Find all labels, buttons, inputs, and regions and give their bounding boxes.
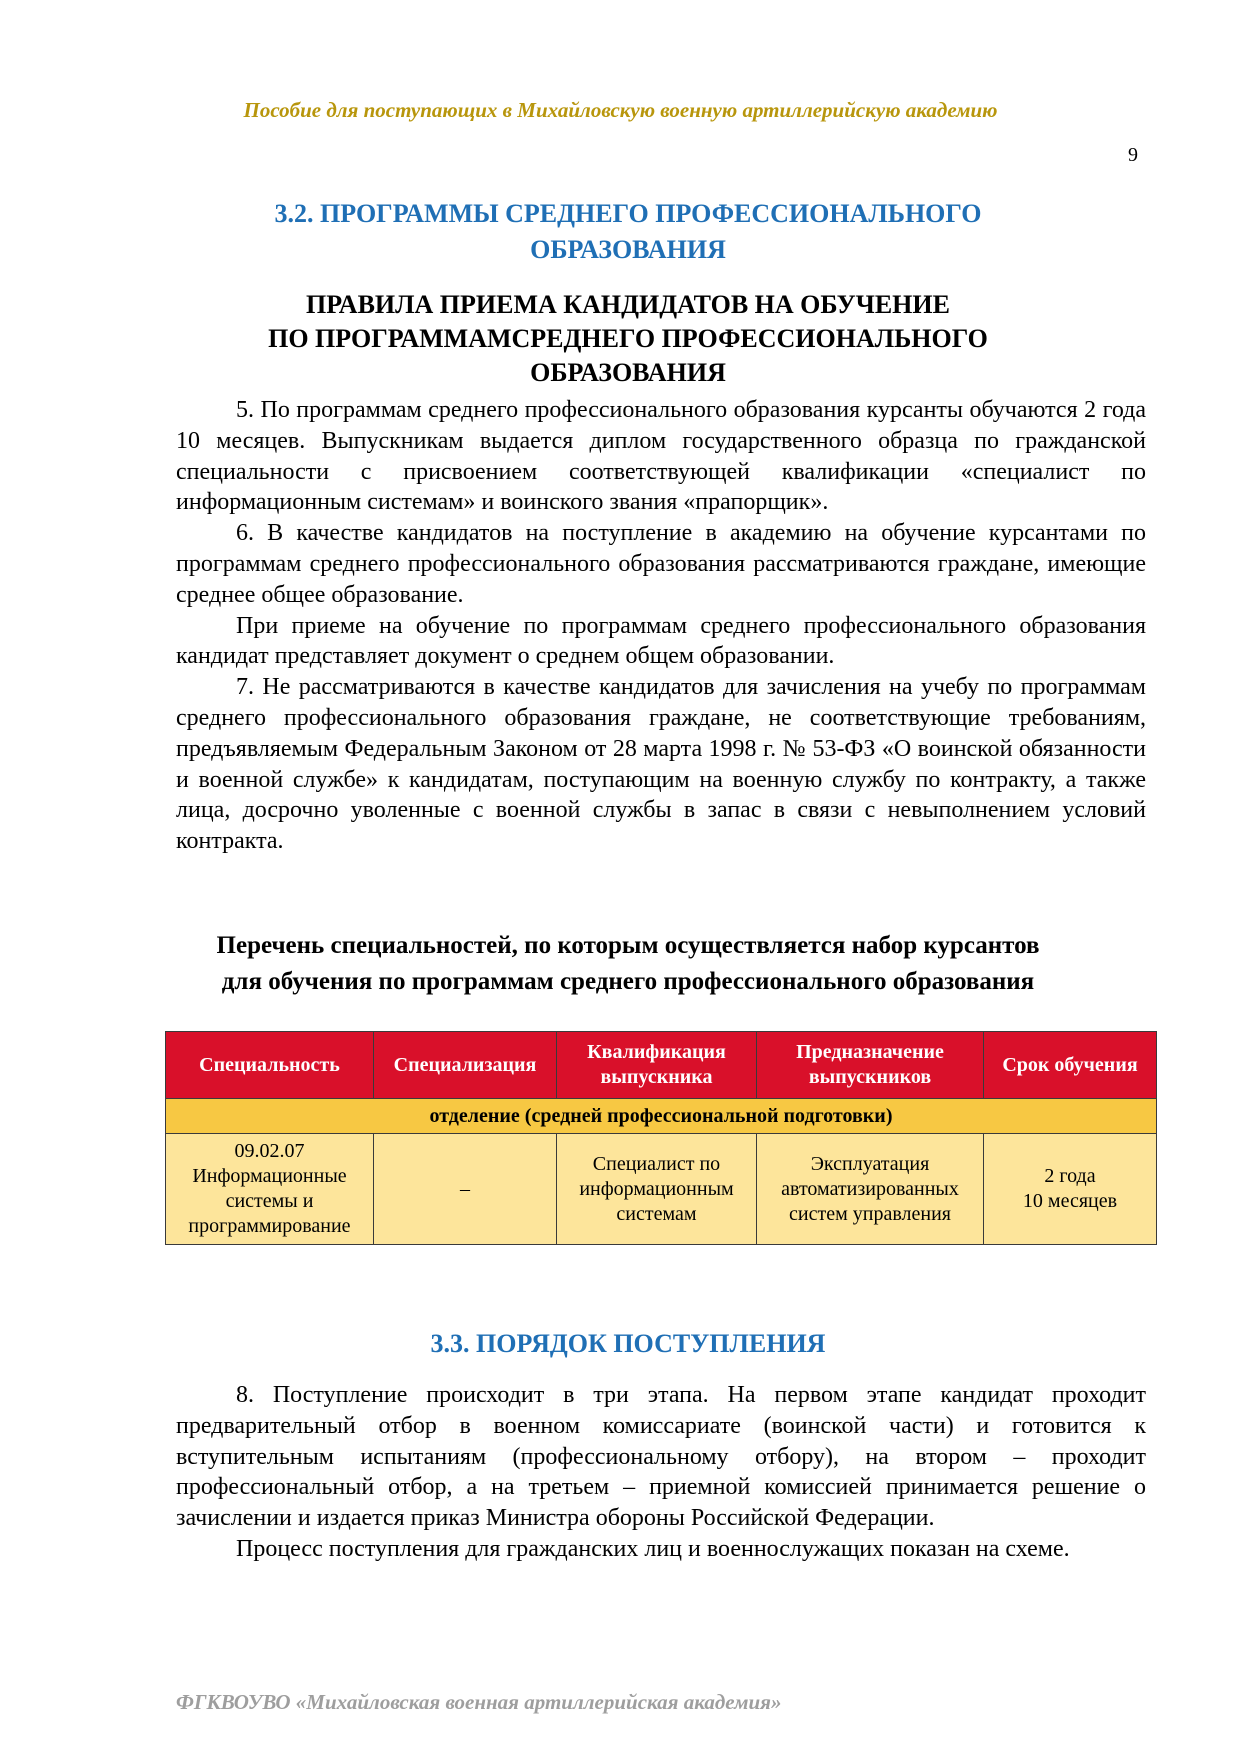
specialties-title-line1: Перечень специальностей, по которым осуществляется набор курсантов: [216, 932, 1040, 959]
running-header: Пособие для поступающих в Михайловскую военную артиллерийскую академию: [243, 98, 998, 122]
section-3-2-heading: [176, 196, 1080, 268]
header-term: Срок обучения: [984, 1032, 1157, 1099]
paragraph-6: 6. В качестве кандидатов на поступление в академию на обучение курсантами по программам среднего профессионального образования рассматриваются граждане, имеющие среднее общее образование.: [176, 520, 1146, 608]
header-specialty: Специальность: [166, 1032, 374, 1099]
rules-heading-line3: ОБРАЗОВАНИЯ: [530, 358, 726, 387]
paragraph-5: 5. По программам среднего профессионального образования курсанты обучаются 2 года 10 месяцев. Выпускникам выдается диплом государственного образца по гражданской специальности с присвоением соответствующей квалификации «специалист по информационным системам» и воинского звания «прапорщик».: [176, 397, 1146, 516]
header-qualification: Квалификация выпускника: [557, 1032, 757, 1099]
specialty-name: Информационные системы и программирование: [188, 1165, 351, 1237]
cell-specialty: [166, 1134, 374, 1245]
paragraph-scheme: Процесс поступления для гражданских лиц и военнослужащих показан на схеме.: [236, 1535, 1070, 1562]
table-header-row: [166, 1032, 1157, 1099]
cell-purpose: Эксплуатация автоматизированных систем управления: [757, 1134, 984, 1245]
cell-term: [984, 1134, 1157, 1245]
rules-heading-line1: ПРАВИЛА ПРИЕМА КАНДИДАТОВ НА ОБУЧЕНИЕ: [306, 290, 950, 319]
paragraph-7: 7. Не рассматриваются в качестве кандидатов для зачисления на учебу по программам среднего профессионального образования граждане, не соответствующие требованиям, предъявляемым Федеральным Законом от 28 марта 1998 г. № 53-ФЗ «О воинской обязанности и военной службе» к кандидатам, поступающим на военную службу по контракту, а также лица, досрочно уволенные с военной службы в запас в связи с невыполнением условий контракта.: [176, 674, 1146, 855]
specialties-table: [165, 1031, 1157, 1245]
page-number: 9: [1128, 144, 1138, 166]
rules-body: [176, 395, 1146, 857]
section-3-2-title-line2: ОБРАЗОВАНИЯ: [530, 235, 726, 264]
specialties-title-line2: для обучения по программам среднего профессионального образования: [221, 968, 1035, 995]
rules-heading-line2: ПО ПРОГРАММАМСРЕДНЕГО ПРОФЕССИОНАЛЬНОГО: [268, 324, 988, 353]
paragraph-document: При приеме на обучение по программам среднего профессионального образования кандидат представляет документ о среднем общем образовании.: [176, 612, 1146, 670]
term-months: 10 месяцев: [1022, 1190, 1118, 1212]
paragraph-8: 8. Поступление происходит в три этапа. На первом этапе кандидат проходит предварительный отбор в военном комиссариате (воинской части) и готовится к вступительным испытаниям (профессиональному отбору), на втором – проходит профессиональный отбор, а на третьем – приемной комиссией принимается решение о зачислении и издается приказ Министра обороны Российской Федерации.: [176, 1382, 1146, 1532]
section-3-3-heading: 3.3. ПОРЯДОК ПОСТУПЛЕНИЯ: [430, 1329, 826, 1358]
term-years: 2 года: [1044, 1165, 1096, 1187]
header-specialization: Специализация: [374, 1032, 557, 1099]
section-label: отделение (средней профессиональной подготовки): [166, 1099, 1157, 1134]
specialty-code: 09.02.07: [234, 1140, 305, 1162]
section-3-2-title-line1: 3.2. ПРОГРАММЫ СРЕДНЕГО ПРОФЕССИОНАЛЬНОГО: [274, 199, 982, 228]
admission-body: [176, 1380, 1146, 1565]
rules-heading: [176, 288, 1080, 390]
cell-qualification: Специалист по информационным системам: [557, 1134, 757, 1245]
header-purpose: Предназначение выпускников: [757, 1032, 984, 1099]
footer: ФГКВОУВО «Михайловская военная артиллерийская академия»: [176, 1690, 782, 1714]
table-section-row: [166, 1099, 1157, 1134]
table-row: [166, 1134, 1157, 1245]
cell-specialization: –: [374, 1134, 557, 1245]
specialties-list-title: [150, 928, 1106, 1000]
